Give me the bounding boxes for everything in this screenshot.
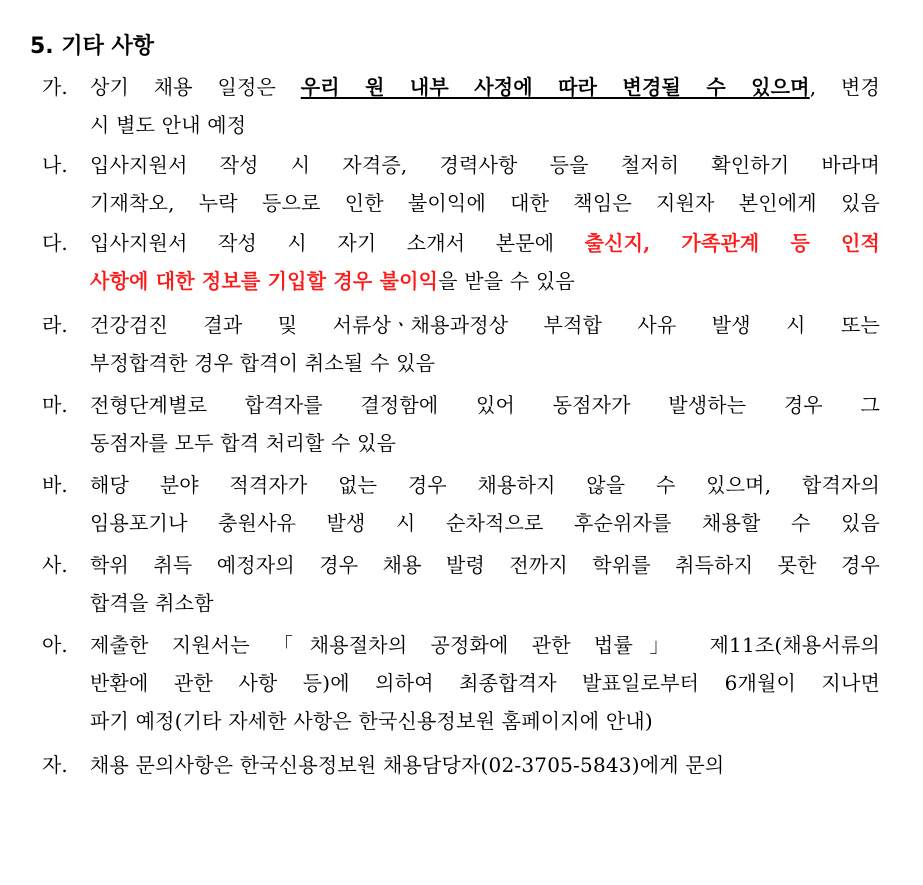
item-text-line: 반환에 관한 사항 등)에 의하여 최종합격자 발표일로부터 6개월이 지나면 bbox=[90, 671, 880, 695]
item-marker: 가. bbox=[42, 75, 68, 99]
item-marker: 아. bbox=[42, 633, 68, 657]
item-text-line bbox=[90, 68, 880, 106]
item-text-line: 채용 문의사항은 한국신용정보원 채용담당자(02-3705-5843)에게 문의 bbox=[90, 753, 725, 777]
item-text-line: 입사지원서 작성 시 자격증, 경력사항 등을 철저히 확인하기 바라며 bbox=[90, 153, 880, 177]
item-marker: 사. bbox=[42, 553, 68, 577]
item-text-line: 합격을 취소함 bbox=[90, 591, 214, 615]
item-marker: 자. bbox=[42, 753, 68, 777]
item-marker: 나. bbox=[42, 153, 68, 177]
item-text-line: 전형단계별로 합격자를 결정함에 있어 동점자가 발생하는 경우 그 bbox=[90, 393, 880, 417]
item-text: 입사지원서 작성 시 자기 소개서 본문에 bbox=[90, 231, 585, 255]
warning-text: 사항에 대한 정보를 기입할 경우 불이익 bbox=[90, 269, 439, 293]
item-text-line: 부정합격한 경우 합격이 취소될 수 있음 bbox=[90, 351, 436, 375]
item-text-line: 학위 취득 예정자의 경우 채용 발령 전까지 학위를 취득하지 못한 경우 bbox=[90, 553, 880, 577]
item-text-line: 제출한 지원서는 「채용절차의 공정화에 관한 법률」 제11조(채용서류의 bbox=[90, 633, 880, 657]
item-text-line: 시 별도 안내 예정 bbox=[90, 113, 247, 137]
item-text-line bbox=[90, 224, 880, 262]
item-text: 을 받을 수 있음 bbox=[438, 269, 575, 293]
section-heading: 5. 기타 사항 bbox=[30, 34, 154, 59]
warning-text: 출신지, 가족관계 등 인적 bbox=[584, 231, 880, 255]
item-marker: 라. bbox=[42, 313, 68, 337]
item-marker: 바. bbox=[42, 473, 68, 497]
item-text: 상기 채용 일정은 bbox=[90, 75, 301, 99]
item-text-line: 해당 분야 적격자가 없는 경우 채용하지 않을 수 있으며, 합격자의 bbox=[90, 473, 880, 497]
item-text-line bbox=[90, 262, 880, 300]
item-text: , 변경 bbox=[809, 75, 880, 99]
item-text-line: 임용포기나 충원사유 발생 시 순차적으로 후순위자를 채용할 수 있음 bbox=[90, 511, 880, 535]
item-marker: 마. bbox=[42, 393, 68, 417]
item-marker: 다. bbox=[42, 231, 68, 255]
item-text-line: 동점자를 모두 합격 처리할 수 있음 bbox=[90, 431, 397, 455]
item-text-line: 파기 예정(기타 자세한 사항은 한국신용정보원 홈페이지에 안내) bbox=[90, 709, 653, 733]
emphasis-text: 우리 원 내부 사정에 따라 변경될 수 있으며 bbox=[300, 75, 810, 99]
item-text-line: 기재착오, 누락 등으로 인한 불이익에 대한 책임은 지원자 본인에게 있음 bbox=[90, 191, 880, 215]
item-text-line: 건강검진 결과 및 서류상ㆍ채용과정상 부적합 사유 발생 시 또는 bbox=[90, 313, 880, 337]
